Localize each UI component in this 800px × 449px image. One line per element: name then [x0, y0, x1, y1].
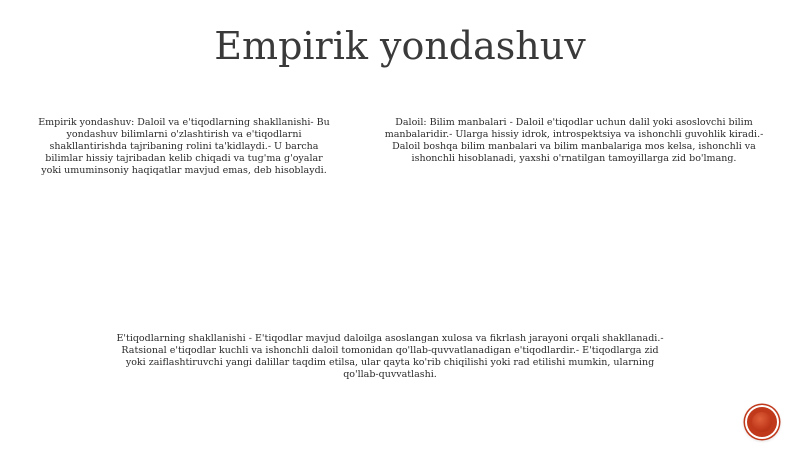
circle-nav-icon[interactable]	[747, 407, 777, 437]
right-text-block: Daloil: Bilim manbalari - Daloil e'tiqodlar uchun dalil yoki asoslovchi bilim manbalaridir.- Ularga hissiy idrok, introspektsiya va ishonchli guvohlik kiradi.- Daloil boshqa bilim manbalari va bilim manbalariga mos kelsa, ishonchli va ishonchli hisoblanadi, yaxshi o'rnatilgan tamoyillarga zid bo'lmang.	[384, 117, 764, 164]
nav-button-inner	[752, 412, 772, 432]
left-text-block: Empirik yondashuv: Daloil va e'tiqodlarning shakllanishi- Bu yondashuv bilimlarni o'zlashtirish va e'tiqodlarni shakllantirishda tajribaning rolini ta'kidlaydi.- U barcha bilimlar hissiy tajribadan kelib chiqadi va tug'ma g'oyalar yoki umuminsoniy haqiqatlar mavjud emas, deb hisoblaydi.	[38, 117, 330, 176]
bottom-text-block: E'tiqodlarning shakllanishi - E'tiqodlar mavjud daloilga asoslangan xulosa va fikrlash jarayoni orqali shakllanadi.- Ratsional e'tiqodlar kuchli va ishonchli daloil tomonidan qo'llab-quvvatlanadigan e'tiqodlardir.- E'tiqodlarga zid yoki zaiflashtiruvchi yangi dalillar taqdim etilsa, ular qayta ko'rib chiqilishi yoki rad etilishi mumkin, ularning qo'llab-quvvatlashi.	[116, 333, 664, 380]
slide-title: Empirik yondashuv	[214, 24, 586, 68]
